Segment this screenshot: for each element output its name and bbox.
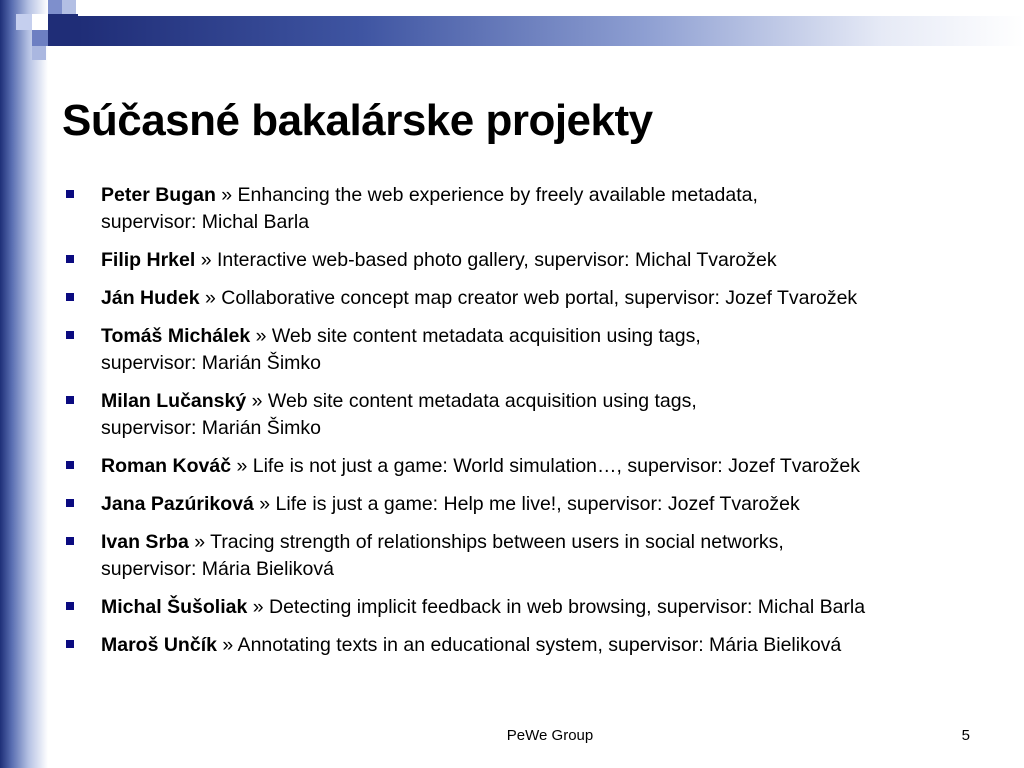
list-item bbox=[66, 285, 1006, 312]
student-name: Tomáš Michálek bbox=[101, 325, 251, 347]
project-supervisor: supervisor: Marián Šimko bbox=[101, 352, 321, 374]
top-gradient-bar bbox=[78, 16, 1024, 46]
student-name: Jana Pazúriková bbox=[101, 493, 254, 515]
project-supervisor: supervisor: Mária Bieliková bbox=[101, 558, 335, 580]
student-name: Peter Bugan bbox=[101, 184, 216, 206]
list-item bbox=[66, 529, 1006, 583]
list-item bbox=[66, 323, 1006, 377]
student-name: Milan Lučanský bbox=[101, 390, 247, 412]
student-name: Ivan Srba bbox=[101, 531, 189, 553]
bullet-square-icon bbox=[66, 640, 74, 648]
student-name: Maroš Unčík bbox=[101, 634, 217, 656]
project-description: » Enhancing the web experience by freely available metadata, bbox=[215, 184, 758, 206]
item-text bbox=[101, 388, 697, 442]
project-description: » Detecting implicit feedback in web browsing, supervisor: Michal Barla bbox=[247, 596, 866, 618]
footer-text: PeWe Group bbox=[506, 727, 594, 744]
project-description: » Life is not just a game: World simulation…, supervisor: Jozef Tvarožek bbox=[231, 455, 861, 477]
side-gradient-decoration bbox=[0, 0, 48, 768]
list-item bbox=[66, 247, 1006, 274]
bullet-square-icon bbox=[66, 499, 74, 507]
page-number: 5 bbox=[961, 727, 970, 744]
student-name: Michal Šušoliak bbox=[101, 596, 248, 618]
item-text bbox=[101, 323, 701, 377]
list-item bbox=[66, 388, 1006, 442]
bullet-square-icon bbox=[66, 255, 74, 263]
project-description: » Annotating texts in an educational system, supervisor: Mária Bieliková bbox=[216, 634, 842, 656]
bullet-square-icon bbox=[66, 331, 74, 339]
item-text bbox=[101, 453, 860, 480]
bullet-square-icon bbox=[66, 602, 74, 610]
slide-title: Súčasné bakalárske projekty bbox=[62, 96, 653, 145]
bullet-square-icon bbox=[66, 537, 74, 545]
project-description: » Collaborative concept map creator web portal, supervisor: Jozef Tvarožek bbox=[199, 287, 858, 309]
list-item bbox=[66, 594, 1006, 621]
project-description: » Life is just a game: Help me live!, supervisor: Jozef Tvarožek bbox=[253, 493, 800, 515]
item-text bbox=[101, 632, 841, 659]
bullet-square-icon bbox=[66, 190, 74, 198]
bullet-square-icon bbox=[66, 293, 74, 301]
project-description: » Web site content metadata acquisition using tags, bbox=[250, 325, 701, 347]
project-supervisor: supervisor: Marián Šimko bbox=[101, 417, 321, 439]
item-text bbox=[101, 247, 777, 274]
list-item bbox=[66, 182, 1006, 236]
student-name: Ján Hudek bbox=[101, 287, 200, 309]
project-description: » Interactive web-based photo gallery, supervisor: Michal Tvarožek bbox=[195, 249, 777, 271]
item-text bbox=[101, 594, 865, 621]
student-name: Roman Kováč bbox=[101, 455, 232, 477]
item-text bbox=[101, 182, 758, 236]
list-item bbox=[66, 453, 1006, 480]
bullet-square-icon bbox=[66, 461, 74, 469]
project-list bbox=[66, 182, 1006, 670]
list-item bbox=[66, 632, 1006, 659]
item-text bbox=[101, 529, 784, 583]
project-description: » Tracing strength of relationships between users in social networks, bbox=[188, 531, 784, 553]
list-item bbox=[66, 491, 1006, 518]
item-text bbox=[101, 491, 800, 518]
project-supervisor: supervisor: Michal Barla bbox=[101, 211, 310, 233]
student-name: Filip Hrkel bbox=[101, 249, 196, 271]
project-description: » Web site content metadata acquisition using tags, bbox=[246, 390, 697, 412]
item-text bbox=[101, 285, 857, 312]
bullet-square-icon bbox=[66, 396, 74, 404]
